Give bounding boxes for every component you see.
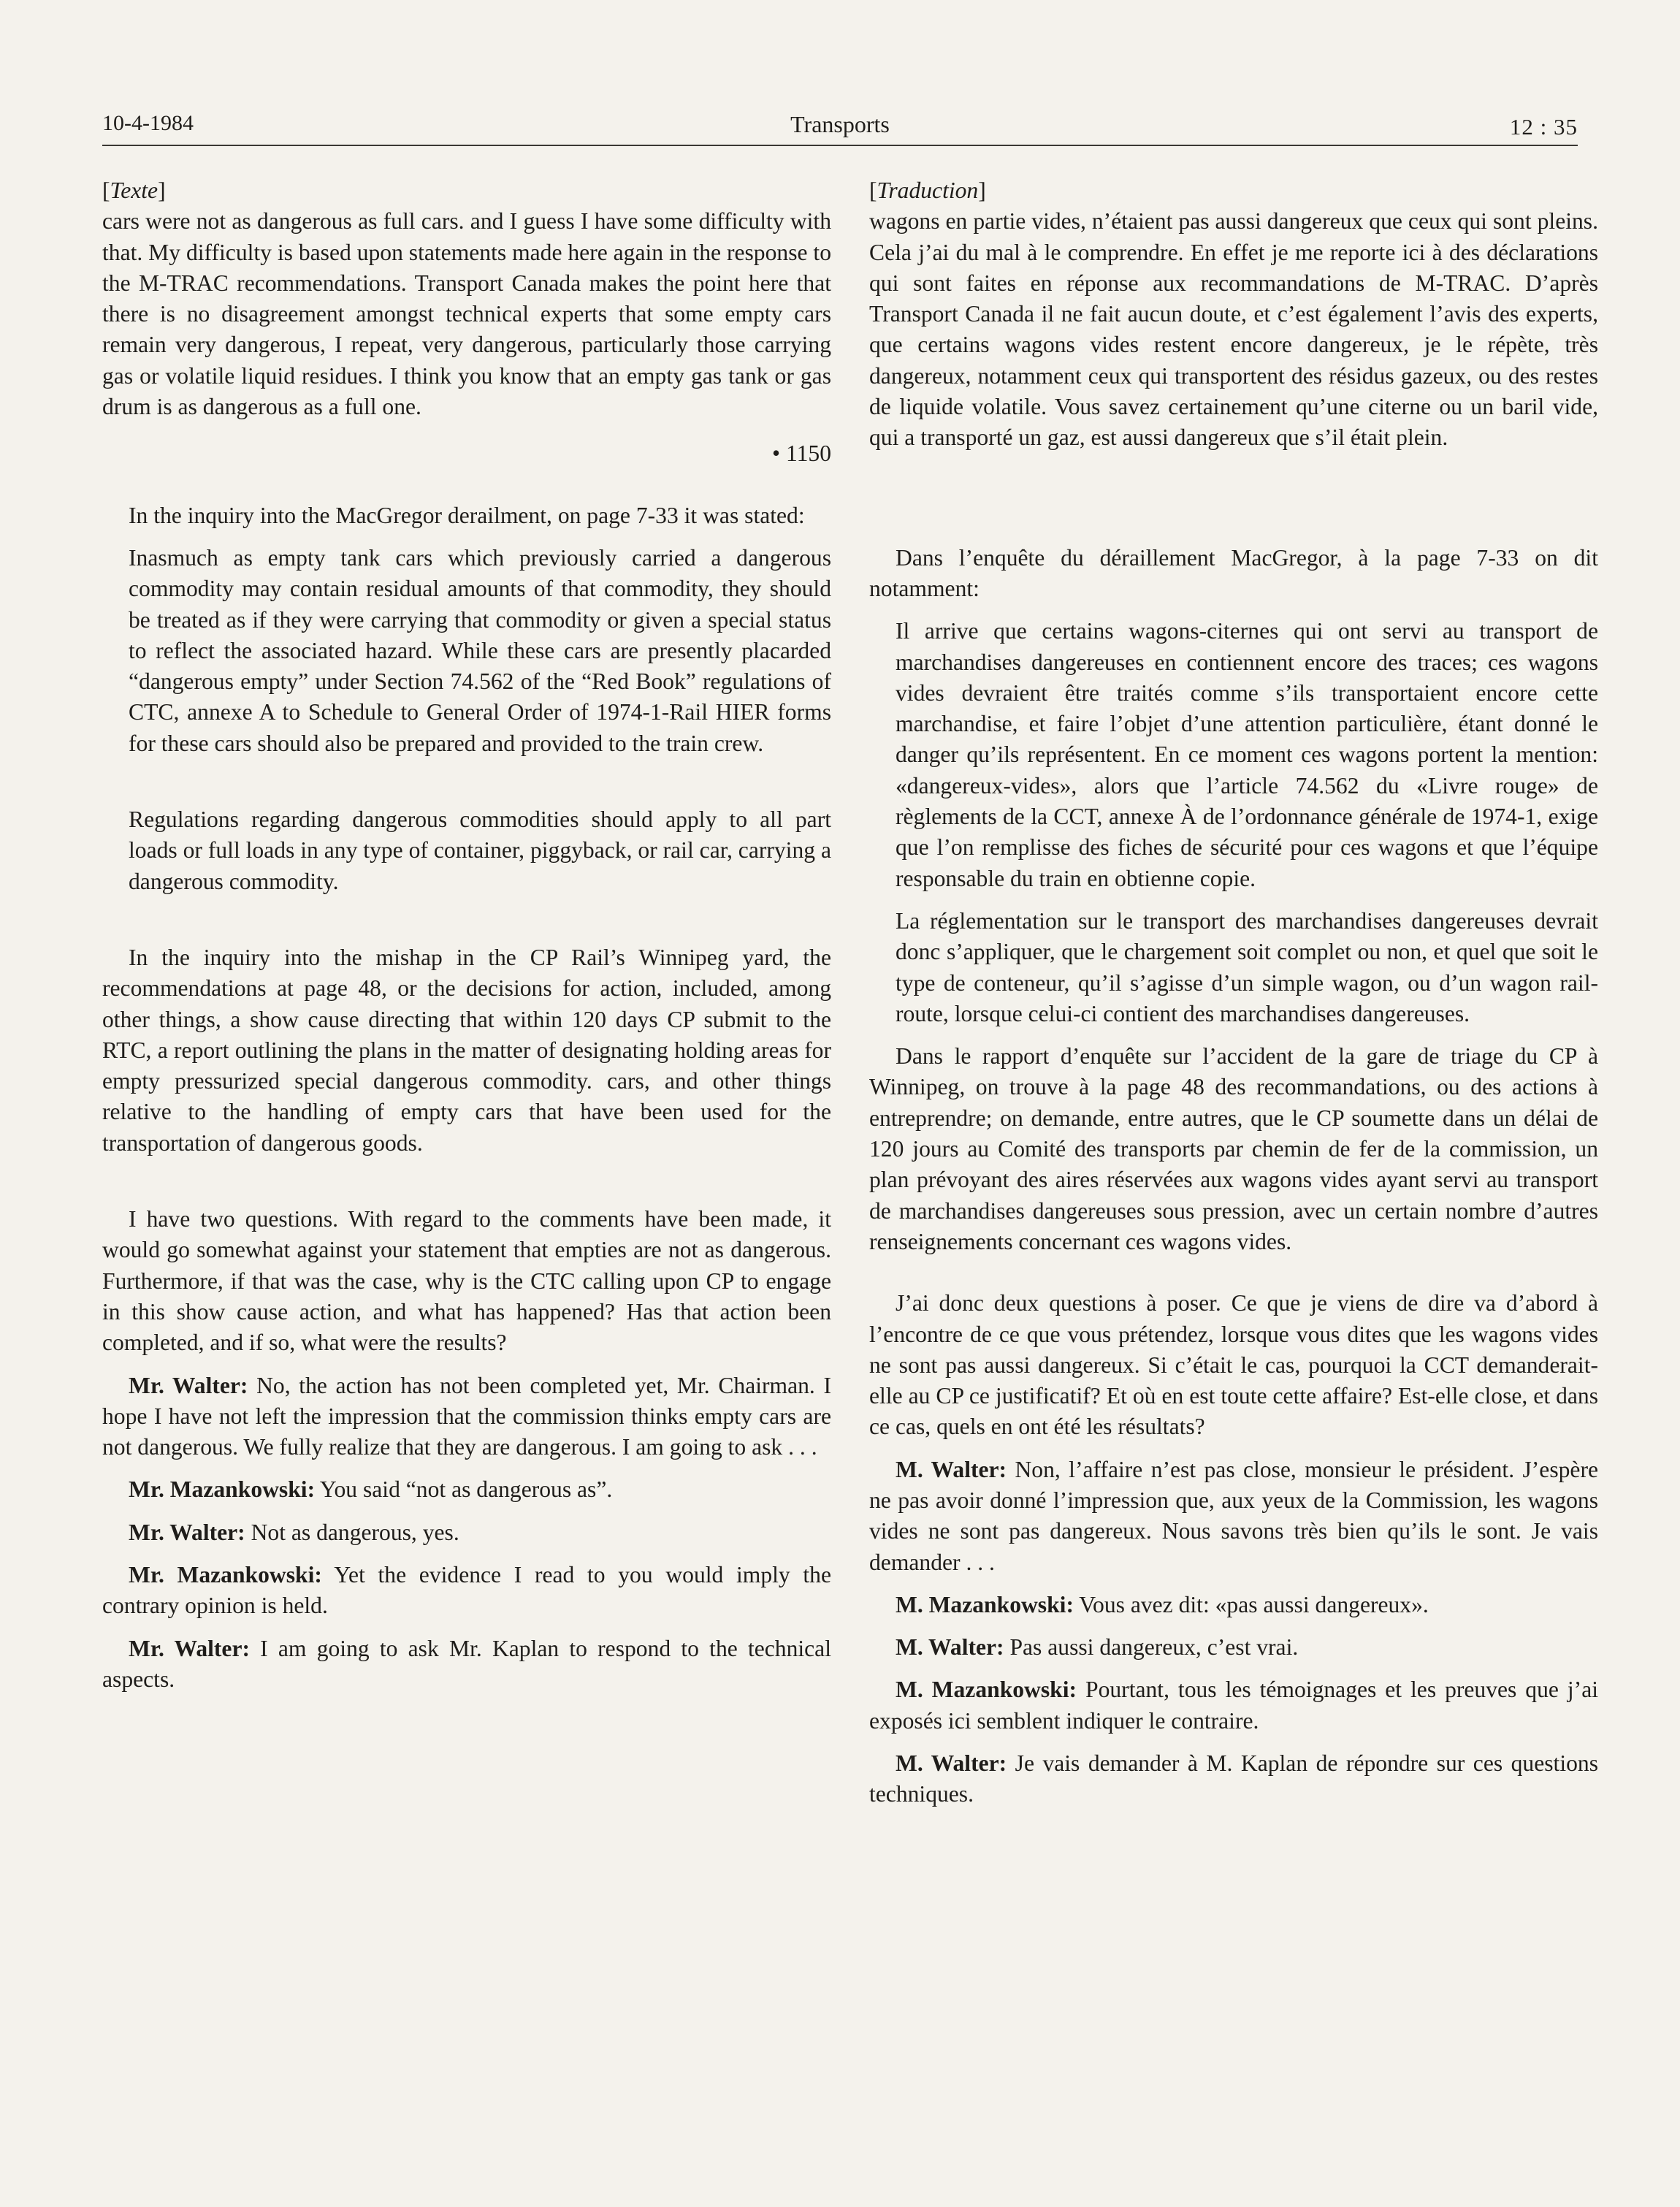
paragraph: I have two questions. With regard to the comments have been made, it would go somewhat against your statement that empties are not as dangerous. Furthermore, if that was the case, why is the CTC calling upon CP to engage in this show cause action, and what has happened? Has that action been completed, and if so, what were the results?: [102, 1206, 831, 1356]
speaker-name: M. Walter:: [896, 1456, 1007, 1482]
speech-text: You said “not as dangerous as”.: [315, 1476, 613, 1503]
paragraph: wagons en partie vides, n’étaient pas aussi dangereux que ceux qui sont pleins. Cela j’ai du mal à le comprendre. En effet je me reporte ici à des déclarations qui sont faites en réponse aux recommandations de M-TRAC. D’après Transport Canada il ne fait aucun doute, et c’est également l’avis des experts, que certains wagons vides restent encore dangereux, je le répète, très dangereux, notamment ceux qui transportent des résidus gazeux, ou des restes de liquide volatile. Vous savez certainement qu’une citerne ou un baril vide, qui a transporté un gaz, est aussi dangereux que s’il était plein.: [869, 208, 1598, 451]
dialogue-line: [102, 1474, 831, 1505]
header-date: 10-4-1984: [102, 111, 194, 135]
speaker-name: Mr. Walter:: [129, 1635, 250, 1661]
quoted-passage: La réglementation sur le transport des marchandises dangereuses devrait donc s’appliquer, que le chargement soit complet ou non, et quel que soit le type de conteneur, qu’il s’agisse d’un simple wagon, ou d’un wagon rail-route, lorsque celui-ci contient des marchandises dangereuses.: [896, 907, 1598, 1026]
label-text: Texte: [110, 178, 159, 203]
dialogue-line: [102, 1560, 831, 1622]
dialogue-line: [869, 1590, 1598, 1620]
speech-text: No, the action has not been completed yet, Mr. Chairman. I hope I have not left the impression that the commission thinks empty cars are not dangerous. We fully realize that they are dangerous. I am going to ask . . .: [102, 1372, 832, 1460]
section-label-texte: [Texte]: [102, 178, 166, 203]
dialogue-line: [869, 1455, 1598, 1578]
label-text: Traduction: [877, 178, 979, 203]
paragraph: In the inquiry into the MacGregor derailment, on page 7-33 it was stated:: [129, 502, 805, 528]
paragraph: Dans l’enquête du déraillement MacGregor, à la page 7-33 on dit notamment:: [869, 544, 1598, 601]
header-page-number: 12 : 35: [1509, 114, 1578, 140]
speaker-name: M. Mazankowski:: [896, 1677, 1077, 1703]
page-header: [102, 104, 1578, 146]
speaker-name: Mr. Walter:: [129, 1519, 245, 1545]
paragraph: In the inquiry into the mishap in the CP Rail’s Winnipeg yard, the recommendations at page 48, or the decisions for action, included, among other things, a show cause directing that within 120 days CP submit to the RTC, a report outlining the plans in the matter of designating holding areas for empty pressurized special dangerous commodity. cars, and other things relative to the handling of empty cars that have been used for the transportation of dangerous goods.: [102, 944, 831, 1156]
speaker-name: M. Mazankowski:: [896, 1591, 1074, 1617]
dialogue-line: [102, 1517, 831, 1548]
speech-text: Je vais demander à M. Kaplan de répondre sur ces questions techniques.: [869, 1750, 1598, 1807]
column-french: [869, 175, 1598, 1810]
column-english: [102, 175, 831, 1695]
speaker-name: Mr. Mazankowski:: [129, 1561, 322, 1587]
speaker-name: M. Walter:: [896, 1750, 1007, 1777]
dialogue-line: [869, 1632, 1598, 1663]
speech-text: Yet the evidence I read to you would imply the contrary opinion is held.: [102, 1561, 831, 1619]
dialogue-line: [869, 1674, 1598, 1737]
speech-text: Non, l’affaire n’est pas close, monsieur le président. J’espère ne pas avoir donné l’impression que, aux yeux de la Commission, les wagons vides ne sont pas dangereux. Nous savons très bien qu’ils le sont. Je vais demander . . .: [869, 1456, 1598, 1575]
speech-text: Pas aussi dangereux, c’est vrai.: [1004, 1634, 1299, 1661]
paragraph: J’ai donc deux questions à poser. Ce que je viens de dire va d’abord à l’encontre de ce que vous prétendez, lorsque vous dites que les wagons vides ne sont pas aussi dangereux. Si c’était le cas, pourquoi la CCT demanderait-elle au CP ce justificatif? Et où en est toute cette affaire? Est-elle close, et dans ce cas, quels en ont été les résultats?: [869, 1290, 1598, 1440]
speech-text: Vous avez dit: «pas aussi dangereux».: [1073, 1591, 1429, 1617]
speech-text: Not as dangerous, yes.: [245, 1519, 459, 1545]
quoted-passage: Il arrive que certains wagons-citernes qui ont servi au transport de marchandises dangereuses en contiennent encore des traces; ces wagons vides devraient être traités comme s’ils transportaient encore cette marchandise, et faire l’objet d’une attention particulière, étant donné le danger qu’ils représentent. En ce moment ces wagons portent la mention: «dangereux-vides», alors que l’article 74.562 du «Livre rouge» de règlements de la CCT, annexe À de l’ordonnance générale de 1974-1, exige que l’on remplisse des fiches de sécurité pour ces wagons et que l’équipe responsable du train en obtienne copie.: [896, 618, 1598, 891]
dialogue-line: [102, 1634, 831, 1696]
quoted-passage: Inasmuch as empty tank cars which previously carried a dangerous commodity may contain residual amounts of that commodity, they should be treated as if they were carrying that commodity or given a special status to reflect the associated hazard. While these cars are presently placarded “dangerous empty” under Section 74.562 of the “Red Book” regulations of CTC, annexe A to Schedule to General Order of 1974-1-Rail HIER forms for these cars should also be prepared and provided to the train crew.: [129, 544, 831, 756]
paragraph: Dans le rapport d’enquête sur l’accident de la gare de triage du CP à Winnipeg, on trouve à la page 48 des recommandations, ou des actions à entreprendre; on demande, entre autres, que le CP soumette dans un délai de 120 jours au Comité des transports par chemin de fer de la commission, un plan prévoyant des aires réservées aux wagons vides ayant servi au transport de marchandises dangereuses sous pression, avec un certain nombre d’autres renseignements concernant ces wagons vides.: [869, 1043, 1598, 1254]
timestamp: • 1150: [772, 441, 831, 467]
dialogue-line: [102, 1371, 831, 1463]
speaker-name: M. Walter:: [896, 1634, 1004, 1661]
speech-text: Pourtant, tous les témoignages et les preuves que j’ai exposés ici semblent indiquer le contraire.: [869, 1677, 1598, 1734]
speaker-name: Mr. Walter:: [129, 1372, 248, 1398]
speaker-name: Mr. Mazankowski:: [129, 1476, 316, 1503]
header-title: Transports: [790, 111, 890, 137]
section-label-traduction: [Traduction]: [869, 178, 986, 203]
speech-text: I am going to ask Mr. Kaplan to respond to the technical aspects.: [102, 1635, 831, 1692]
dialogue-line: [869, 1748, 1598, 1810]
paragraph: cars were not as dangerous as full cars. and I guess I have some difficulty with that. My difficulty is based upon statements made here again in the response to the M-TRAC recommendations. Transport Canada makes the point here that there is no disagreement amongst technical experts that some empty cars remain very dangerous, I repeat, very dangerous, particularly those carrying gas or volatile liquid residues. I think you know that an empty gas tank or gas drum is as dangerous as a full one.: [102, 208, 831, 420]
quoted-passage: Regulations regarding dangerous commodities should apply to all part loads or full loads in any type of container, piggyback, or rail car, carrying a dangerous commodity.: [129, 807, 831, 894]
